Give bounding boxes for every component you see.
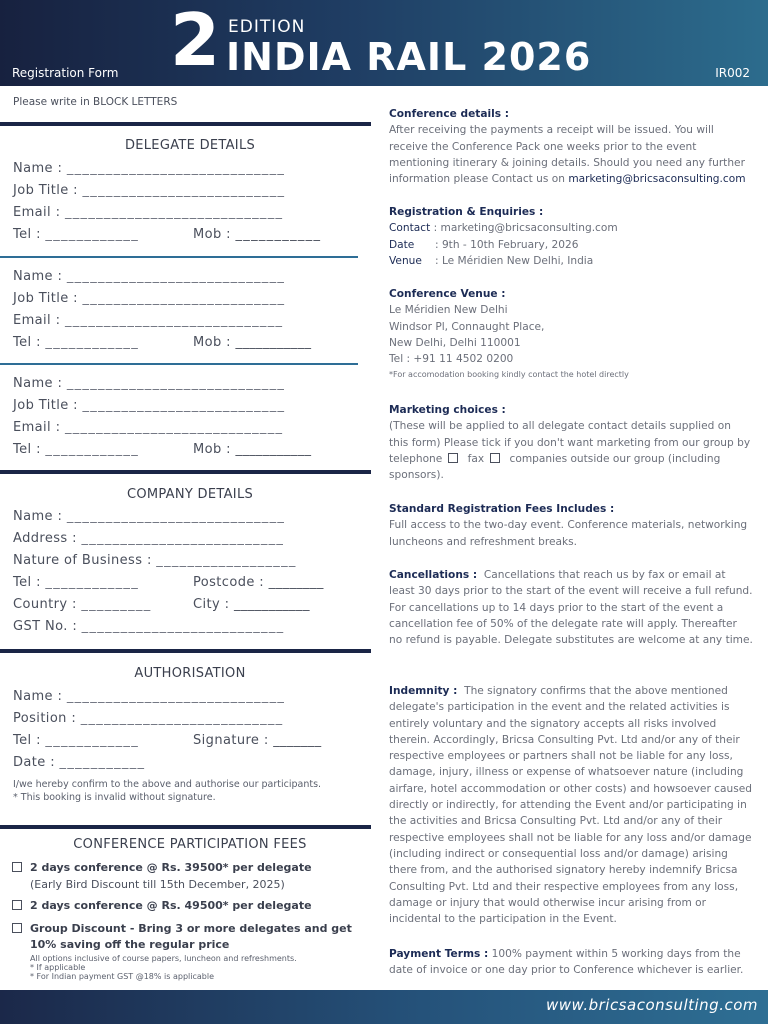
payment-section <box>389 946 753 979</box>
field-label: Email <box>13 420 52 435</box>
registration-heading: Registration & Enquiries : <box>389 206 544 218</box>
checkbox-fax[interactable] <box>490 453 500 463</box>
field-label: Mob <box>193 227 222 242</box>
delegate1-tel-field[interactable]: Tel : ____________ <box>13 227 140 242</box>
standard-fees-section <box>389 501 753 550</box>
venue-section <box>389 286 753 384</box>
venue-value: Le Méridien New Delhi, India <box>441 254 594 267</box>
company-nature-field[interactable]: Nature of Business : __________________ <box>13 553 297 568</box>
field-label: Name <box>13 161 53 176</box>
form-label: Registration Form <box>12 66 119 80</box>
block-letters-note: Please write in BLOCK LETTERS <box>13 96 178 108</box>
header-banner <box>0 0 768 86</box>
event-title: INDIA RAIL 2026 <box>226 35 592 79</box>
field-label: Name <box>13 689 53 704</box>
checkbox-group[interactable] <box>12 923 22 933</box>
checkbox-regular[interactable] <box>12 900 22 910</box>
section-divider <box>0 470 371 474</box>
cancellations-section <box>389 567 753 648</box>
cancellations-text: Cancellations that reach us by fax or email at least 30 days prior to the start of the event will receive a full refund. For cancellations up to 14 days prior to the start of the event a cancellation fee of 50% of the delegate rate will apply. Thereafter no refund is payable. Delegate substitutes are welcome at any time. <box>389 569 753 647</box>
delegate3-job-title-field[interactable]: Job Title : __________________________ <box>13 398 286 413</box>
delegate3-mob-field[interactable]: Mob : ___________ <box>193 442 312 457</box>
delegate2-email-field[interactable]: Email : ____________________________ <box>13 313 284 328</box>
delegate-section-title: DELEGATE DETAILS <box>124 138 256 153</box>
venue-line: Le Méridien New Delhi <box>389 304 508 317</box>
field-label: Tel <box>13 733 32 748</box>
marketing-text: (These will be applied to all delegate contact details supplied on this form) Please tick if you don't want marketing from our group by telephone <box>389 420 751 465</box>
field-label: Tel <box>13 227 32 242</box>
standard-fees-text: Full access to the two-day event. Conference materials, networking luncheons and refreshment breaks. <box>389 519 748 548</box>
conference-details-text: After receiving the payments a receipt will be issued. You will receive the Conference Pack one weeks prior to the event mentioning itinerary & joining details. Should you need any further information please Contact us on <box>389 124 745 186</box>
field-label: Signature <box>193 733 260 748</box>
fees-inclusive-note: All options inclusive of course papers, luncheon and refreshments. <box>30 954 297 963</box>
field-label: Country <box>13 597 68 612</box>
contact-label: Contact <box>389 222 431 235</box>
auth-tel-field[interactable]: Tel : ____________ <box>13 733 140 748</box>
payment-text: 100% payment within 5 working days from the date of invoice or one day prior to Conference whichever is earlier. <box>389 948 744 977</box>
field-label: Name <box>13 376 53 391</box>
delegate2-job-title-field[interactable]: Job Title : __________________________ <box>13 291 286 306</box>
field-label: Name <box>13 269 53 284</box>
indemnity-heading: Indemnity : <box>389 685 458 697</box>
delegate-divider <box>0 256 358 258</box>
indemnity-text: The signatory confirms that the above mentioned delegate's participation in the event and the related activities is entirely voluntary and the signatory accepts all risks involved therein. Accordingly, Bricsa Consulting Pvt. Ltd and/or any of their respective employees or partners shall not be liable for any loss, damage, injury, illness or expense of whatsoever nature (including airfare, hotel accommodation or other costs) and howsoever caused directly or indirectly, for attending the Event and/or participating in the activities and Bricsa Consulting Pvt. Ltd and/or any of their respective employees shall not be liable for any loss and/or damage (including indirect or consequential loss and/or damage) arising there from, and the authorised signatory hereby indemnify Bricsa Consulting Pvt. Ltd and their respective employees from any loss, damage or injury that would otherwise incur arising from or incidental to the participation in the Event. <box>389 685 752 926</box>
delegate2-mob-field[interactable]: Mob : ___________ <box>193 335 312 350</box>
fee-option-label: 2 days conference @ Rs. 39500* per delegate <box>30 861 312 874</box>
delegate2-tel-field[interactable]: Tel : ____________ <box>13 335 140 350</box>
auth-date-field[interactable]: Date : ___________ <box>13 755 146 770</box>
fee-option-group[interactable] <box>12 921 367 953</box>
field-label: Email <box>13 205 52 220</box>
field-label: Mob <box>193 335 222 350</box>
section-divider <box>0 649 371 653</box>
auth-confirm-text: I/we hereby confirm to the above and authorise our participants. <box>13 779 322 790</box>
venue-note: *For accomodation booking kindly contact the hotel directly <box>389 370 629 380</box>
company-country-field[interactable]: Country : _________ <box>13 597 152 612</box>
field-label: Date <box>13 755 46 770</box>
section-divider <box>0 825 371 829</box>
auth-signature-field[interactable]: Signature : _______ <box>193 733 322 748</box>
fees-if-applicable-note: * If applicable <box>30 963 86 972</box>
contact-email[interactable]: marketing@bricsaconsulting.com <box>568 173 746 186</box>
field-label: Tel <box>13 442 32 457</box>
company-section-title: COMPANY DETAILS <box>126 487 254 502</box>
company-postcode-field[interactable]: Postcode : ________ <box>193 575 324 590</box>
registration-section: Registration & Enquiries : Contact : marketing@bricsaconsulting.com Date : 9th - 10th February, 2026 Venue : Le Méridien New Delhi, India <box>389 204 753 269</box>
delegate3-name-field[interactable]: Name : ____________________________ <box>13 376 286 391</box>
contact-value[interactable]: marketing@bricsaconsulting.com <box>440 222 618 235</box>
auth-name-field[interactable]: Name : ____________________________ <box>13 689 286 704</box>
delegate1-mob-field[interactable]: Mob : ___________ <box>193 227 322 242</box>
auth-position-field[interactable]: Position : __________________________ <box>13 711 284 726</box>
fees-section-title: CONFERENCE PARTICIPATION FEES <box>73 837 307 852</box>
venue-label: Venue <box>389 254 422 267</box>
edition-word: EDITION <box>228 17 306 37</box>
delegate1-email-field[interactable]: Email : ____________________________ <box>13 205 284 220</box>
delegate1-job-title-field[interactable]: Job Title : __________________________ <box>13 183 286 198</box>
early-bird-note: (Early Bird Discount till 15th December, 2025) <box>30 878 285 891</box>
company-gst-field[interactable]: GST No. : __________________________ <box>13 619 285 634</box>
indemnity-section <box>389 683 753 927</box>
field-label: Position <box>13 711 67 726</box>
edition-number: 2 <box>170 0 219 82</box>
field-label: Tel <box>13 335 32 350</box>
fee-option-label: Group Discount - Bring 3 or more delegates and get 10% saving off the regular price <box>30 922 352 951</box>
section-divider <box>0 122 371 126</box>
marketing-section <box>389 402 753 483</box>
delegate3-tel-field[interactable]: Tel : ____________ <box>13 442 140 457</box>
field-label: Tel <box>13 575 32 590</box>
venue-heading: Conference Venue : <box>389 288 506 300</box>
field-label: Job Title <box>13 291 69 306</box>
field-label: Job Title <box>13 398 69 413</box>
company-city-field[interactable]: City : ___________ <box>193 597 310 612</box>
company-address-field[interactable]: Address : __________________________ <box>13 531 285 546</box>
fax-label: fax <box>467 452 485 465</box>
cancellations-heading: Cancellations : <box>389 569 478 581</box>
date-value: 9th - 10th February, 2026 <box>441 238 579 251</box>
venue-tel: Tel : +91 11 4502 0200 <box>389 353 514 366</box>
form-code: IR002 <box>715 66 750 80</box>
standard-fees-heading: Standard Registration Fees Includes : <box>389 503 615 515</box>
delegate3-email-field[interactable]: Email : ____________________________ <box>13 420 284 435</box>
footer-bar <box>0 990 768 1024</box>
venue-line: New Delhi, Delhi 110001 <box>389 336 521 349</box>
conference-details-heading: Conference details : <box>389 108 509 120</box>
delegate1-name-field[interactable]: Name : ____________________________ <box>13 161 286 176</box>
field-label: Job Title <box>13 183 69 198</box>
company-tel-field[interactable]: Tel : ____________ <box>13 575 140 590</box>
delegate-divider <box>0 363 358 365</box>
checkbox-telephone[interactable] <box>448 453 458 463</box>
venue-line: Windsor Pl, Connaught Place, <box>389 320 545 333</box>
company-name-field[interactable]: Name : ____________________________ <box>13 509 286 524</box>
payment-heading: Payment Terms : <box>389 948 489 960</box>
conference-details-section <box>389 106 753 187</box>
authorisation-section-title: AUTHORISATION <box>134 666 246 681</box>
field-label: Address <box>13 531 68 546</box>
fee-option-label: 2 days conference @ Rs. 49500* per delegate <box>30 899 312 912</box>
field-label: Email <box>13 313 52 328</box>
field-label: Name <box>13 509 53 524</box>
website-link[interactable]: www.bricsaconsulting.com <box>545 996 758 1014</box>
marketing-heading: Marketing choices : <box>389 404 506 416</box>
fees-gst-note: * For Indian payment GST @18% is applicable <box>30 972 215 981</box>
field-label: Postcode <box>193 575 255 590</box>
marketing-text-2: companies outside our group (including sponsors). <box>389 452 721 482</box>
field-label: Nature of Business <box>13 553 143 568</box>
field-label: GST No. <box>13 619 68 634</box>
checkbox-early-bird[interactable] <box>12 862 22 872</box>
date-label: Date <box>389 238 415 251</box>
field-label: Mob <box>193 442 222 457</box>
field-label: City <box>193 597 221 612</box>
auth-invalid-note: * This booking is invalid without signature. <box>13 792 216 803</box>
delegate2-name-field[interactable]: Name : ____________________________ <box>13 269 286 284</box>
